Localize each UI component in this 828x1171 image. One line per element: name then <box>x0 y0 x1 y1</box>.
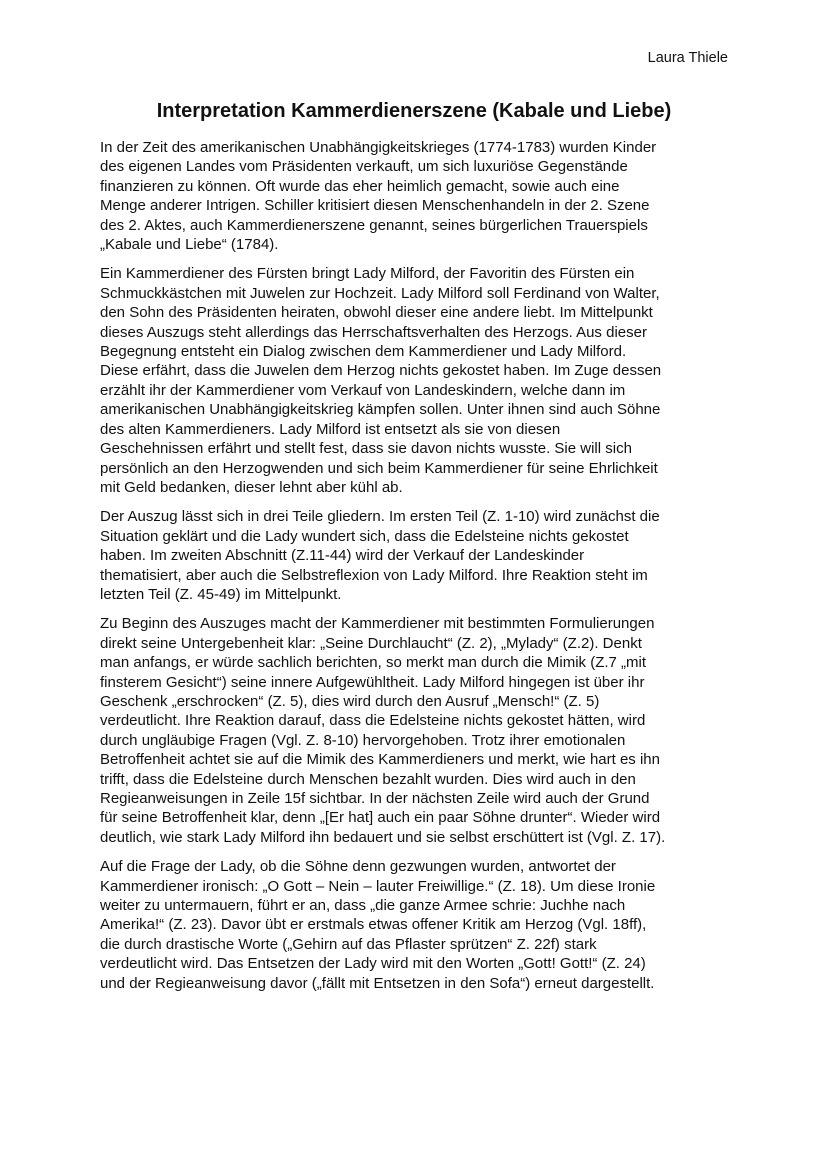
document-title: Interpretation Kammerdienerszene (Kabale und Liebe) <box>156 100 672 122</box>
text-line: letzten Teil (Z. 45-49) im Mittelpunkt. <box>100 585 342 603</box>
text-line: finanzieren zu können. Oft wurde das eher heimlich gemacht, sowie auch eine <box>100 177 620 195</box>
text-line: mit Geld bedanken, dieser lehnt aber kühl ab. <box>100 478 403 496</box>
text-line: Schmuckkästchen mit Juwelen zur Hochzeit. Lady Milford soll Ferdinand von Walter, <box>100 284 660 302</box>
text-line: Geschenk „erschrocken“ (Z. 5), dies wird durch den Ausruf „Mensch!“ (Z. 5) <box>100 692 600 710</box>
text-line: verdeutlicht. Ihre Reaktion darauf, dass die Edelsteine nichts gekostet hätten, wird <box>100 712 646 730</box>
document-body <box>100 138 733 1003</box>
text-line: trifft, dass die Edelsteine durch Menschen bezahlt wurden. Dies wird auch in den <box>100 770 636 788</box>
text-line: In der Zeit des amerikanischen Unabhängigkeitskrieges (1774-1783) wurden Kinder <box>100 139 657 156</box>
text-line: des alten Kammerdieners. Lady Milford ist entsetzt als sie von diesen <box>100 420 561 438</box>
text-line: erzählt ihr der Kammerdiener vom Verkauf von Landeskindern, welche dann im <box>100 381 626 399</box>
text-line: Situation geklärt und die Lady wundert sich, dass die Edelsteine nichts gekostet <box>100 527 629 545</box>
text-line: den Sohn des Präsidenten heiraten, obwohl dieser eine andere liebt. Im Mittelpunkt <box>100 304 653 322</box>
text-line: Ein Kammerdiener des Fürsten bringt Lady Milford, der Favoritin des Fürsten ein <box>100 265 635 283</box>
text-line: finsterem Gesicht“) seine innere Aufgewühltheit. Lady Milford hingegen ist über ihr <box>100 673 645 691</box>
text-line: Menge anderer Intrigen. Schiller kritisiert diesen Menschenhandeln in der 2. Szene <box>100 197 650 215</box>
text-line: Zu Beginn des Auszuges macht der Kammerdiener mit bestimmten Formulierungen <box>100 615 655 633</box>
text-line: „Kabale und Liebe“ (1784). <box>100 236 279 254</box>
text-line: Der Auszug lässt sich in drei Teile gliedern. Im ersten Teil (Z. 1-10) wird zunächst die <box>100 508 660 526</box>
text-line: weiter zu untermauern, führt er an, dass „die ganze Armee schrie: Juchhe nach <box>100 897 626 915</box>
paragraph <box>100 857 733 993</box>
author-name: Laura Thiele <box>647 50 728 66</box>
paragraph <box>100 507 733 604</box>
text-line: des eigenen Landes vom Präsidenten verkauft, um sich luxuriöse Gegenstände <box>100 158 628 176</box>
text-line: verdeutlicht wird. Das Entsetzen der Lady wird mit den Worten „Gott! Gott!“ (Z. 24) <box>100 955 646 973</box>
text-line: amerikanischen Unabhängigkeitskrieg kämpfen sollen. Unter ihnen sind auch Söhne <box>100 401 661 419</box>
text-line: Geschehnissen erfährt und stellt fest, dass sie davon nichts wusste. Sie will sich <box>100 440 632 458</box>
text-line: Auf die Frage der Lady, ob die Söhne denn gezwungen wurden, antwortet der <box>100 858 616 876</box>
paragraph <box>100 264 733 497</box>
text-line: haben. Im zweiten Abschnitt (Z.11-44) wird der Verkauf der Landeskinder <box>100 547 585 565</box>
text-line: die durch drastische Worte („Gehirn auf das Pflaster sprützen“ Z. 22f) stark <box>100 935 597 953</box>
text-line: Begegnung entsteht ein Dialog zwischen dem Kammerdiener und Lady Milford. <box>100 343 627 361</box>
paragraph <box>100 138 733 254</box>
text-line: Kammerdiener ironisch: „O Gott – Nein – lauter Freiwillige.“ (Z. 18). Um diese Ironie <box>100 877 656 895</box>
paragraph <box>100 614 733 847</box>
text-line: direkt seine Untergebenheit klar: „Seine Durchlaucht“ (Z. 2), „Mylady“ (Z.2). Denkt <box>100 634 642 652</box>
text-line: für seine Betroffenheit klar, denn „[Er hat] auch ein paar Söhne drunter“. Wieder wird <box>100 809 661 827</box>
text-line: man anfangs, er würde sachlich berichten, so merkt man durch die Mimik (Z.7 „mit <box>100 654 647 672</box>
text-line: und der Regieanweisung davor („fällt mit Entsetzen in den Sofa“) erneut dargestellt. <box>100 974 655 992</box>
text-line: des 2. Aktes, auch Kammerdienerszene genannt, seines bürgerlichen Trauerspiels <box>100 216 648 234</box>
text-line: Betroffenheit achtet sie auf die Mimik des Kammerdieners und merkt, wie hart es ihn <box>100 751 660 769</box>
text-line: durch ungläubige Fragen (Vgl. Z. 8-10) hervorgehoben. Trotz ihrer emotionalen <box>100 731 626 749</box>
text-line: Regieanweisungen in Zeile 15f sichtbar. In der nächsten Zeile wird auch der Grund <box>100 790 650 807</box>
text-line: dieses Auszugs steht allerdings das Herrschaftsverhalten des Herzogs. Aus dieser <box>100 323 647 341</box>
text-line: persönlich an den Herzogwenden und sich beim Kammerdiener für seine Ehrlichkeit <box>100 459 658 477</box>
text-line: Diese erfährt, dass die Juwelen dem Herzog nichts gekostet haben. Im Zuge dessen <box>100 362 662 380</box>
text-line: Amerika!“ (Z. 23). Davor übt er erstmals etwas offener Kritik am Herzog (Vgl. 18ff), <box>100 916 647 934</box>
text-line: thematisiert, aber auch die Selbstreflexion von Lady Milford. Ihre Reaktion steht im <box>100 566 648 584</box>
text-line: deutlich, wie stark Lady Milford ihn bedauert und sie selbst erschüttert ist (Vgl. Z. 17). <box>100 828 666 846</box>
